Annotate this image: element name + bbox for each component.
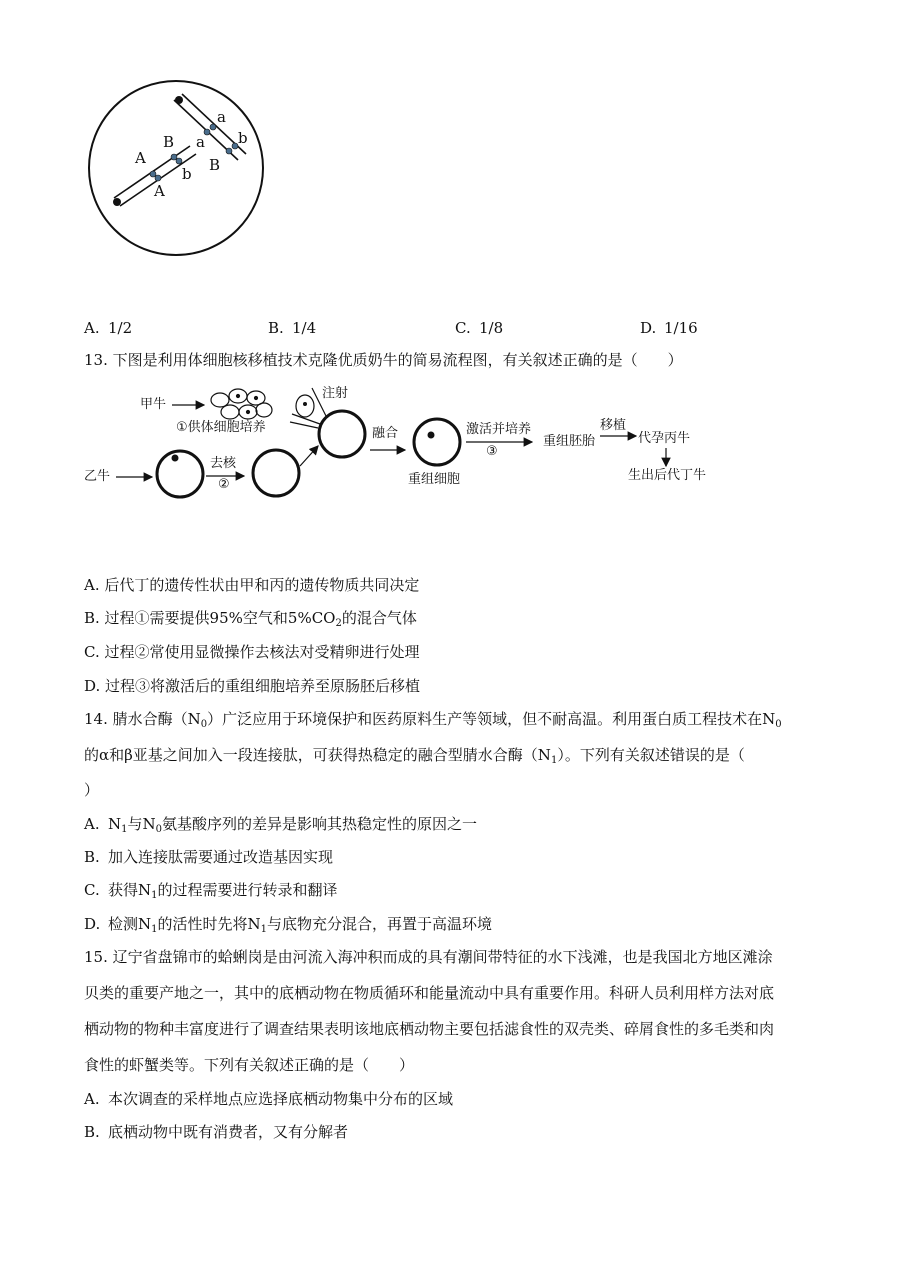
question-15-stem-line1: 15. 辽宁省盘锦市的蛤蜊岗是由河流入海冲积而成的具有潮间带特征的水下浅滩，也是我国北方地区滩涂 [84, 948, 773, 966]
label-step3: ③ [486, 444, 498, 459]
q15-option-b: B. 底栖动物中既有消费者，又有分解者 [84, 1123, 349, 1141]
question-15-stem-line3: 栖动物的物种丰富度进行了调查结果表明该地底栖动物主要包括滤食性的双壳类、碎屑食性的多毛类和肉 [84, 1020, 775, 1038]
label-recombinant-cell: 重组细胞 [408, 472, 461, 487]
label-injection: 注射 [322, 386, 349, 401]
q15-option-a: A. 本次调查的采样地点应选择底栖动物集中分布的区域 [84, 1090, 454, 1108]
q13-option-a: A. 后代丁的遗传性状由甲和丙的遗传物质共同决定 [84, 576, 420, 594]
q14-option-d: D. 检测$N_1$的活性时先将$N_1$与底物充分混合，再置于高温环境 [84, 915, 493, 935]
question-15-stem-line4: 食性的虾蟹类等。下列有关叙述正确的是（ ） [84, 1056, 415, 1074]
label-embryo: 重组胚胎 [543, 434, 596, 449]
gene-label: b [182, 165, 192, 183]
question-14-stem-line2: 的α和β亚基之间加入一段连接肽，可获得热稳定的融合型腈水合酶$(N_1)$。下列有关叙述错误的是（ [84, 746, 745, 766]
option-b: B. 1/4 [268, 319, 317, 337]
gene-label: a [217, 108, 226, 126]
label-fusion: 融合 [372, 426, 399, 441]
label-offspring: 生出后代丁牛 [628, 468, 707, 483]
q14-option-a: A. $N_1$与$N_0$氨基酸序列的差异是影响其热稳定性的原因之一 [84, 815, 478, 835]
gene-label: A [154, 182, 165, 200]
q13-option-b: B. 过程①需要提供95%空气和$5\%CO_2$的混合气体 [84, 609, 417, 629]
label-cow-yi: 乙牛 [84, 469, 111, 484]
question-15-stem-line2: 贝类的重要产地之一，其中的底栖动物在物质循环和能量流动中具有重要作用。科研人员利用样方法对底 [84, 984, 775, 1002]
q14-option-b: B. 加入连接肽需要通过改造基因实现 [84, 848, 334, 866]
q14-option-c: C. 获得$N_1$的过程需要进行转录和翻译 [84, 881, 338, 901]
label-enucleate: 去核 [210, 456, 237, 471]
label-cow-jia: 甲牛 [140, 397, 167, 412]
question-14-stem-line1: 14. 腈水合酶$(N_0)$广泛应用于环境保护和医药原料生产等领域，但不耐高温。利用蛋白质工程技术在$N_0$ [84, 710, 782, 730]
option-d: D. 1/16 [640, 319, 698, 337]
label-activate: 激活并培养 [466, 422, 532, 437]
question-14-stem-line3: ） [84, 781, 100, 799]
label-step2: ② [218, 477, 230, 492]
gene-label: B [209, 156, 221, 174]
option-a: A. 1/2 [84, 319, 133, 337]
gene-label: a [196, 133, 205, 151]
label-transplant: 移植 [600, 418, 627, 433]
q13-option-d: D. 过程③将激活后的重组细胞培养至原肠胚后移植 [84, 677, 421, 695]
label-step1: ①供体细胞培养 [176, 420, 266, 435]
gene-label: A [135, 149, 146, 167]
gene-label: B [163, 133, 175, 151]
option-c: C. 1/8 [455, 319, 504, 337]
question-13-stem: 13. 下图是利用体细胞核移植技术克隆优质奶牛的简易流程图，有关叙述正确的是（ ） [84, 351, 683, 369]
label-surrogate: 代孕丙牛 [638, 431, 691, 446]
q13-option-c: C. 过程②常使用显微操作去核法对受精卵进行处理 [84, 643, 420, 661]
gene-label: b [238, 129, 248, 147]
